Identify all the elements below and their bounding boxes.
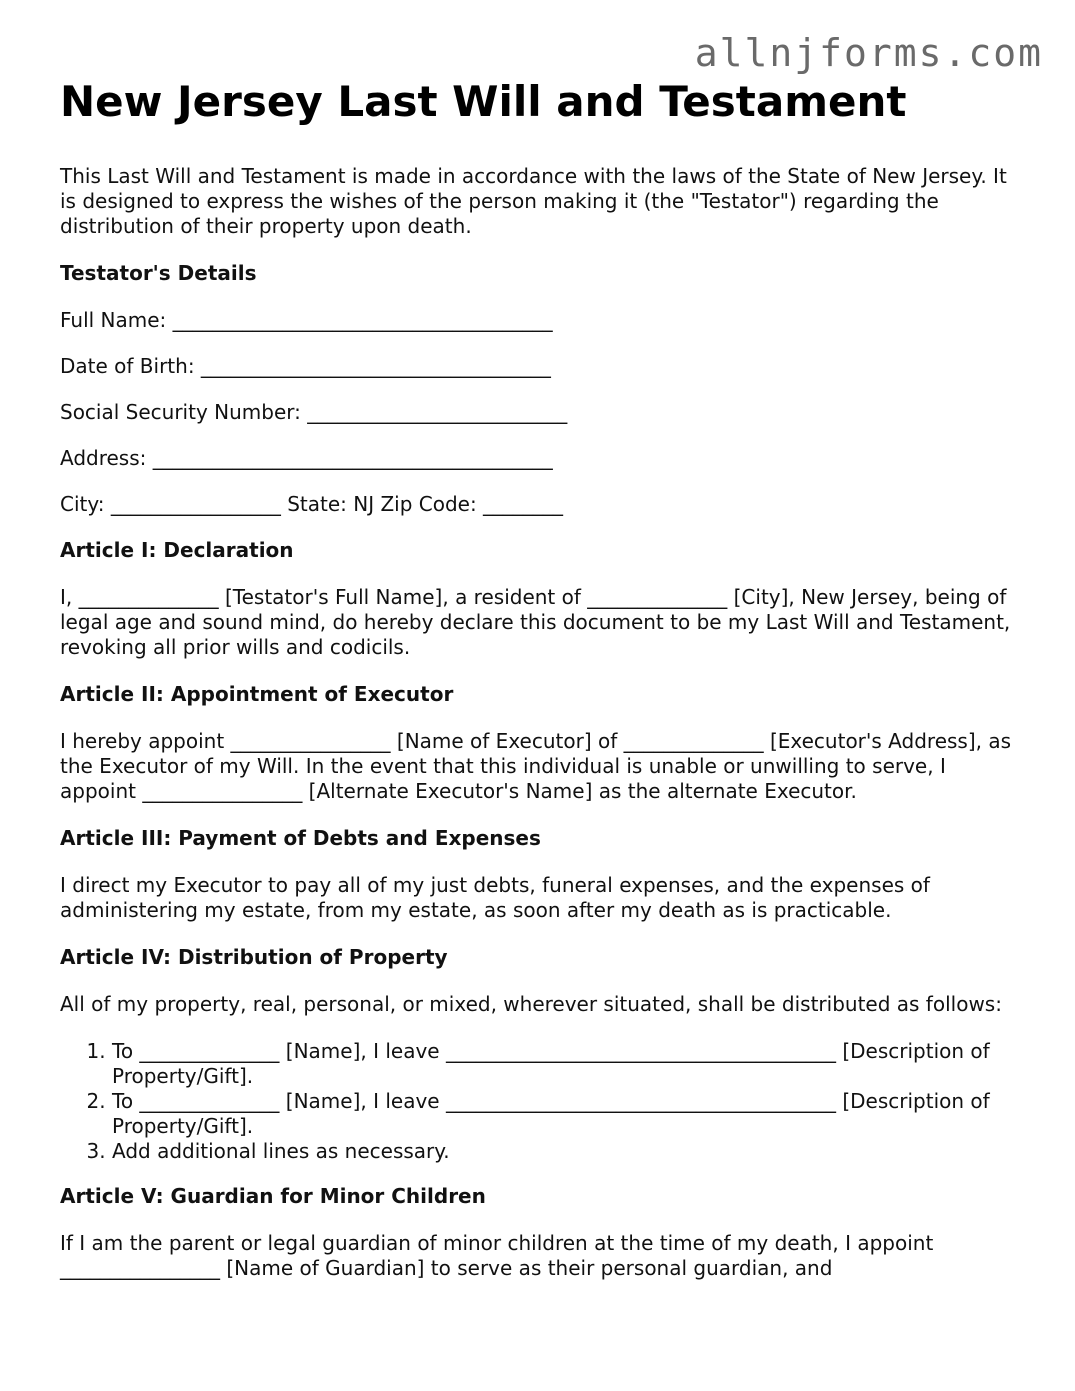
article-1-text: I, ______________ [Testator's Full Name], a resident of ______________ [City], New Jersey, being of legal age and sound mind, do hereby declare this document to be my Last Will and Testament, revoking all prior wills and codicils. [60, 585, 1011, 660]
list-item: 2. To ______________ [Name], I leave _______________________________________ [Description of Property/Gift]. [112, 1089, 1020, 1139]
distribution-list [60, 1039, 1020, 1164]
article-4-text: All of my property, real, personal, or mixed, wherever situated, shall be distributed as follows: [60, 992, 1002, 1017]
testator-details-heading: Testator's Details [60, 261, 257, 286]
article-3-text: I direct my Executor to pay all of my just debts, funeral expenses, and the expenses of administering my estate, from my estate, as soon after my death as is practicable. [60, 873, 930, 923]
document-page [60, 78, 1020, 1303]
list-item: 3. Add additional lines as necessary. [112, 1139, 1020, 1164]
ssn-field: Social Security Number: __________________________ [60, 400, 568, 425]
address-field: Address: ________________________________________ [60, 446, 553, 471]
article-5-text: If I am the parent or legal guardian of minor children at the time of my death, I appoint ________________ [Name of Guardian] to serve as their personal guardian, and [60, 1231, 934, 1281]
page-title: New Jersey Last Will and Testament [60, 77, 907, 126]
article-4-heading: Article IV: Distribution of Property [60, 945, 448, 970]
article-2-heading: Article II: Appointment of Executor [60, 682, 454, 707]
date-of-birth-field: Date of Birth: ___________________________________ [60, 354, 551, 379]
full-name-field: Full Name: ______________________________________ [60, 308, 553, 333]
intro-paragraph: This Last Will and Testament is made in accordance with the laws of the State of New Jersey. It is designed to express the wishes of the person making it (the "Testator") regarding the distribution of their property upon death. [60, 164, 1007, 239]
article-1-heading: Article I: Declaration [60, 538, 294, 563]
list-item: 1. To ______________ [Name], I leave _______________________________________ [Description of Property/Gift]. [112, 1039, 1020, 1089]
watermark: allnjforms.com [694, 31, 1043, 75]
city-state-zip-field: City: _________________ State: NJ Zip Code: ________ [60, 492, 564, 517]
article-5-heading: Article V: Guardian for Minor Children [60, 1184, 486, 1209]
article-2-text: I hereby appoint ________________ [Name of Executor] of ______________ [Executor's Address], as the Executor of my Will. In the event that this individual is unable or unwilling to serve, I appoint ________________ [Alternate Executor's Name] as the alternate Executor. [60, 729, 1012, 804]
article-3-heading: Article III: Payment of Debts and Expenses [60, 826, 541, 851]
